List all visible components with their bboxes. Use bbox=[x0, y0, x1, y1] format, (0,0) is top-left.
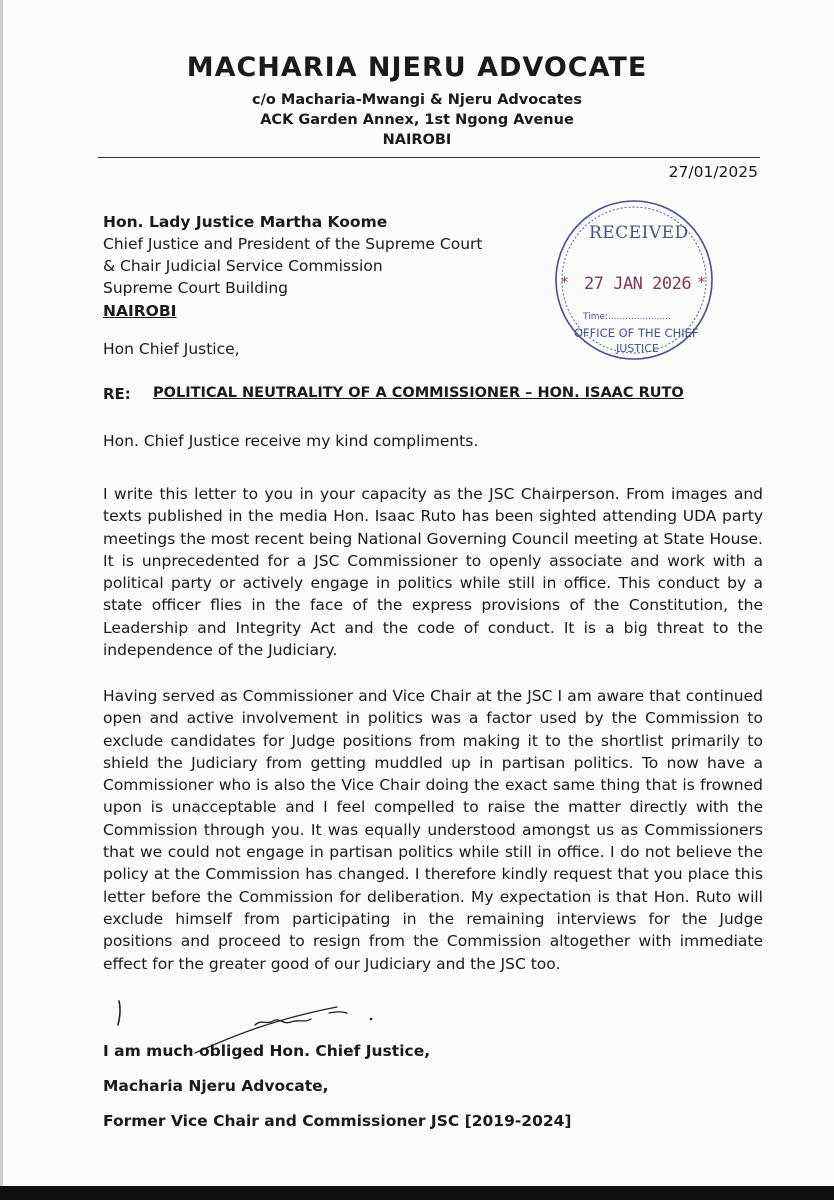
paragraph-3: Having served as Commissioner and Vice Chair at the JSC I am aware that continued open and active involvement in politics was a factor used by the Commission to exclude candidates for Judge positions from making it to the shortlist primarily to shield the Judiciary from getting muddled up in partisan politics. To now have a Commissioner who is also the Vice Chair doing the exact same thing that is frowned upon is unacceptable and I feel compelled to raise the matter directly with the Commission through you. It was equally understood amongst us as Commissioners that we could not engage in partisan politics while still in office. I do not believe the policy at the Commission has changed. I therefore kindly request that you place this letter before the Commission for deliberation. My expectation is that Hon. Ruto will exclude himself from participating in the remaining interviews for the Judge positions and proceed to resign from the Commission altogether with immediate effect for the greater good of our Judiciary and the JSC too. bbox=[103, 687, 763, 973]
scan-edge bbox=[0, 0, 3, 1186]
addressee-line-2: & Chair Judicial Service Commission bbox=[103, 257, 383, 275]
closing-line-1: I am much obliged Hon. Chief Justice, bbox=[103, 1042, 431, 1060]
letterhead-rule bbox=[98, 157, 760, 158]
closing-line-2: Macharia Njeru Advocate, bbox=[103, 1077, 329, 1095]
letterhead-line-1: c/o Macharia-Mwangi & Njeru Advocates bbox=[251, 92, 583, 108]
addressee-line-3: Supreme Court Building bbox=[103, 279, 289, 297]
stamp-date: 27 JAN 2026 bbox=[584, 274, 692, 294]
letter-date: 27/01/2025 bbox=[668, 163, 758, 181]
received-stamp bbox=[553, 197, 715, 362]
addressee-name: Hon. Lady Justice Martha Koome bbox=[103, 213, 388, 231]
stamp-time-line: Time:...................... bbox=[583, 312, 671, 322]
closing-line-3: Former Vice Chair and Commissioner JSC [2019-2024] bbox=[103, 1112, 572, 1130]
scan-bottom-border bbox=[0, 1186, 834, 1200]
addressee-city: NAIROBI bbox=[103, 302, 177, 320]
re-label: RE: bbox=[103, 385, 131, 403]
re-subject: POLITICAL NEUTRALITY OF A COMMISSIONER – HON. ISAAC RUTO bbox=[153, 385, 684, 401]
letterhead-line-2: ACK Garden Annex, 1st Ngong Avenue bbox=[260, 112, 574, 128]
stamp-star-left: * bbox=[561, 275, 568, 291]
letterhead-name: MACHARIA NJERU ADVOCATE bbox=[186, 52, 648, 83]
salutation: Hon Chief Justice, bbox=[103, 340, 240, 358]
paragraph-2: I write this letter to you in your capacity as the JSC Chairperson. From images and texts published in the media Hon. Isaac Ruto has been sighted attending UDA party meetings the most recent being National Governing Council meeting at State House. It is unprecedented for a JSC Commissioner to openly associate and work with a political party or actively engage in politics while still in office. This conduct by a state officer flies in the face of the express provisions of the Constitution, the Leadership and Integrity Act and the code of conduct. It is a big threat to the independence of the Judiciary. bbox=[103, 485, 763, 660]
paragraph-1: Hon. Chief Justice receive my kind compliments. bbox=[103, 432, 479, 450]
stamp-office-line-2: JUSTICE bbox=[616, 342, 659, 355]
stamp-star-right: * bbox=[698, 275, 705, 291]
letterhead-line-3: NAIROBI bbox=[382, 132, 452, 148]
stamp-received-text: RECEIVED bbox=[589, 223, 689, 243]
stamp-office-line-1: OFFICE OF THE CHIEF bbox=[574, 326, 699, 340]
addressee-line-1: Chief Justice and President of the Supreme Court bbox=[103, 235, 483, 253]
